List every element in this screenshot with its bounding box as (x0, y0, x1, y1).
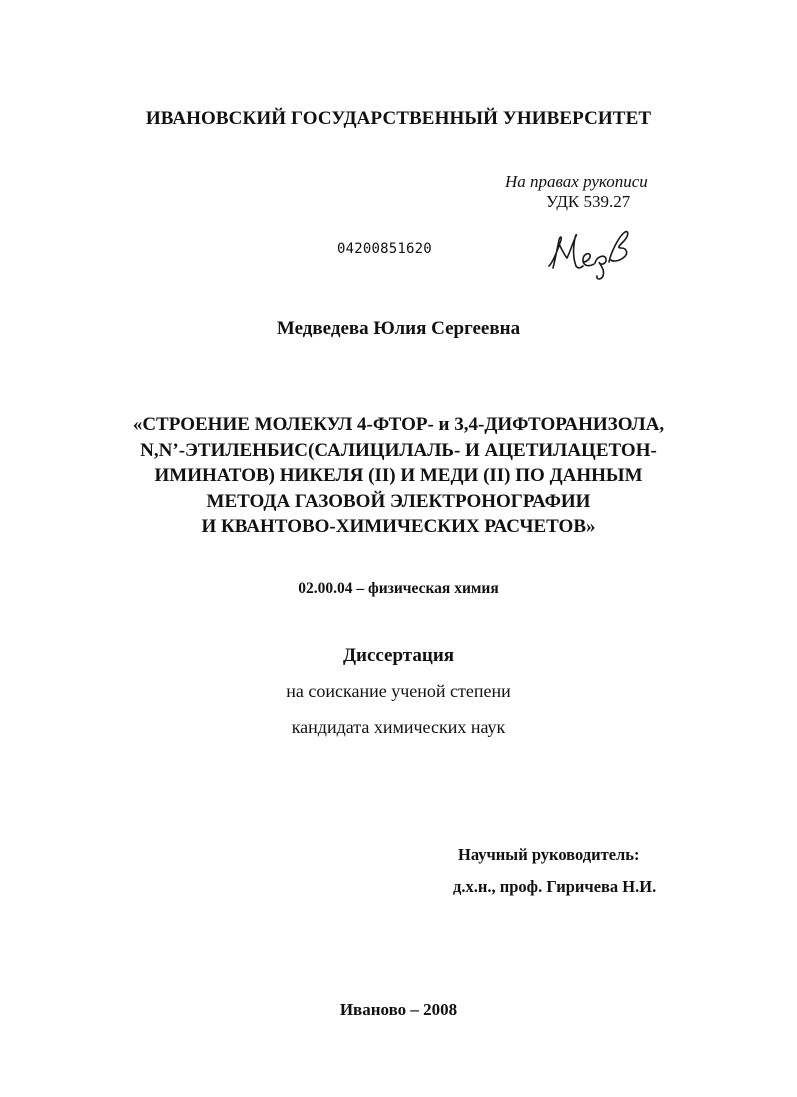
dissertation-label: Диссертация (342, 645, 455, 666)
udc-code: УДК 539.27 (546, 192, 631, 211)
dissertation-title (0, 412, 797, 540)
handwritten-signature (543, 222, 653, 282)
author-name: Медведева Юлия Сергеевна (276, 318, 521, 339)
manuscript-rights-note: На правах рукописи (505, 172, 648, 191)
registration-number: 04200851620 (337, 241, 432, 257)
supervisor-label: Научный руководитель: (458, 845, 640, 864)
supervisor-name: д.х.н., проф. Гиричева Н.И. (453, 877, 657, 896)
title-line: N,N’-ЭТИЛЕНБИС(САЛИЦИЛАЛЬ- И АЦЕТИЛАЦЕТОН- (140, 439, 657, 461)
city-year: Иваново – 2008 (339, 1000, 458, 1019)
title-line: ИМИНАТОВ) НИКЕЛЯ (II) И МЕДИ (II) ПО ДАННЫМ (154, 465, 643, 486)
university-name: ИВАНОВСКИЙ ГОСУДАРСТВЕННЫЙ УНИВЕРСИТЕТ (145, 108, 652, 129)
title-line: МЕТОДА ГАЗОВОЙ ЭЛЕКТРОНОГРАФИИ (206, 490, 591, 512)
title-line: «СТРОЕНИЕ МОЛЕКУЛ 4-ФТОР- и 3,4-ДИФТОРАНИЗОЛА, (132, 414, 665, 435)
title-line: И КВАНТОВО-ХИМИЧЕСКИХ РАСЧЕТОВ» (201, 516, 596, 537)
degree-line-2: кандидата химических наук (291, 717, 506, 737)
specialty-code: 02.00.04 – физическая химия (298, 580, 499, 597)
degree-line-1: на соискание ученой степени (286, 681, 511, 701)
